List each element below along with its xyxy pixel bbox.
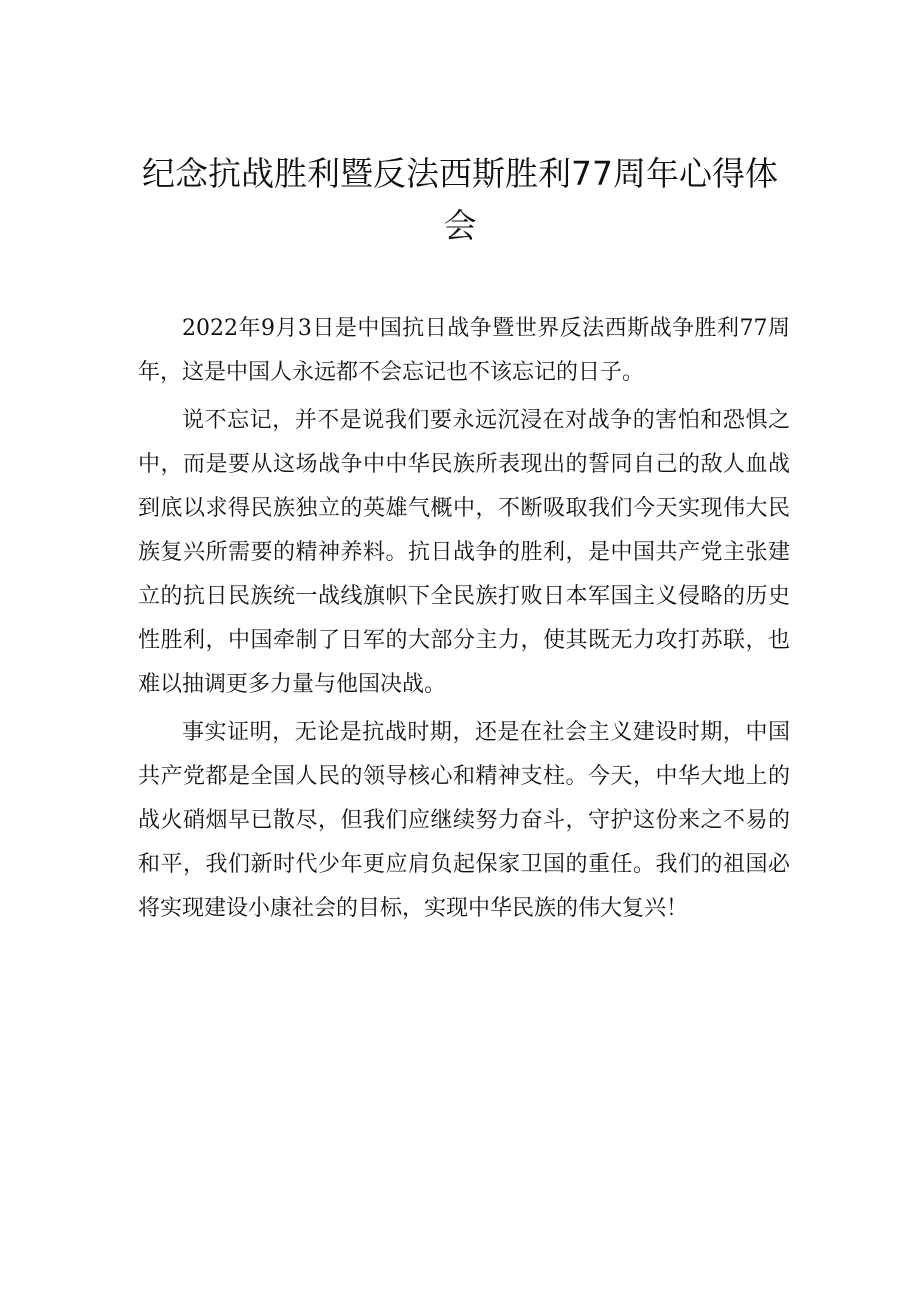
paragraph-3: 事实证明，无论是抗战时期，还是在社会主义建设时期，中国共产党都是全国人民的领导核心和精神支柱。今天，中华大地上的战火硝烟早已散尽，但我们应继续努力奋斗，守护这份来之不易的和平，我们新时代少年更应肩负起保家卫国的重任。我们的祖国必将实现建设小康社会的目标，实现中华民族的伟大复兴！: [138, 720, 790, 921]
document-body: [138, 307, 790, 935]
document-title: 纪念抗战胜利暨反法西斯胜利77周年心得体会: [142, 154, 778, 245]
paragraph-1: 2022年9月3日是中国抗日战争暨世界反法西斯战争胜利77周年，这是中国人永远都不会忘记也不该忘记的日子。: [138, 316, 790, 385]
paragraph-2: 说不忘记，并不是说我们要永远沉浸在对战争的害怕和恐惧之中，而是要从这场战争中中华民族所表现出的誓同自己的敌人血战到底以求得民族独立的英雄气概中，不断吸取我们今天实现伟大民族复兴所需要的精神养料。抗日战争的胜利，是中国共产党主张建立的抗日民族统一战线旗帜下全民族打败日本军国主义侵略的历史性胜利，中国牵制了日军的大部分主力，使其既无力攻打苏联，也难以抽调更多力量与他国决战。: [138, 408, 790, 697]
